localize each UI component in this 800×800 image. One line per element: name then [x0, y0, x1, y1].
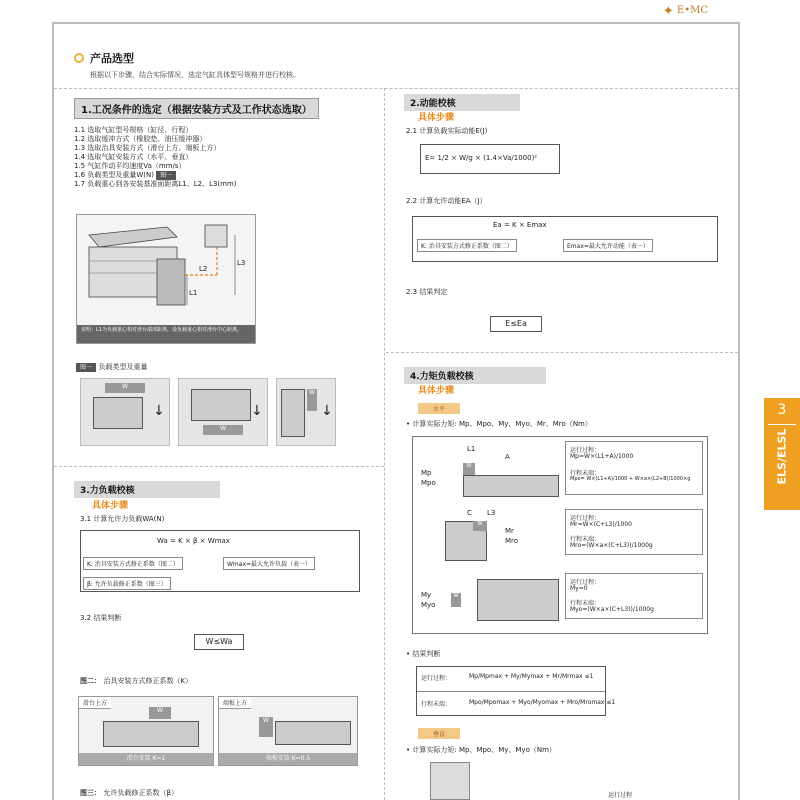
column-divider	[384, 88, 385, 800]
mp-cylinder	[463, 475, 559, 497]
section4-heading: 4.力矩负载校核	[404, 367, 546, 384]
section3-steps-title: 具体步骤	[92, 501, 129, 511]
my-end-formula: Myo=(W×a×(C+L3))/1000g	[570, 606, 654, 613]
mr-formula-box	[565, 509, 703, 555]
section1-heading: 1.工况条件的选定（根据安装方式及工作状态选取）	[74, 98, 319, 119]
fig2-left-caption: 滑台安装 K=1	[79, 753, 213, 765]
mr-c-label: C	[467, 509, 472, 517]
section4-steps-title: 具体步骤	[418, 386, 455, 396]
load-arrow-3-icon: ↓	[321, 403, 333, 419]
judge-title-text: 结果判断	[412, 650, 441, 658]
fig2-right-load: W	[259, 717, 273, 737]
diagram-label-l1: L1	[189, 289, 198, 297]
step-2-3: 2.3 结果判定	[406, 288, 448, 296]
judge-run-formula: Mp/Mpmax + My/Mymax + Mr/Mrmax ≤1	[469, 673, 594, 680]
horizontal-tag: 水平	[418, 403, 460, 414]
myo-label: Myo	[421, 601, 436, 609]
load-caption-text: 负载类型及重量	[98, 363, 148, 371]
fig2-tag: 图二：	[80, 677, 101, 685]
mr-load: W	[473, 521, 487, 531]
ea-result: E≤Ea	[490, 316, 542, 332]
wa-formula-box	[80, 530, 360, 592]
my-run-label: 运行过程：	[570, 579, 601, 586]
vertical-tag: 垂直	[418, 728, 460, 739]
moment-bullet-icon: •	[406, 420, 411, 428]
ea-emax-note: Emax=最大允许动能（表一）	[563, 239, 653, 252]
load-type-2	[178, 378, 268, 446]
section3-heading: 3.力负载校核	[74, 481, 220, 498]
section2-heading: 2.动能校核	[404, 94, 520, 111]
cylinder-diagram-svg	[77, 215, 257, 327]
my-end-label: 行程末端：	[570, 600, 601, 607]
vertical-run-note: 运行过程	[608, 792, 633, 799]
my-label: My	[421, 591, 432, 599]
fig2-right-caption: 端板安装 K=0.5	[219, 753, 357, 765]
diagram-note: 说明：L1为负载重心相对滑台端部距离，设负载重心相对滑台中心距离。	[77, 325, 255, 343]
my-formula-box	[565, 573, 703, 619]
judge-run-label: 运行过程：	[421, 675, 452, 682]
fig2-left-tag: 滑台上方	[79, 697, 111, 709]
mp-run-label: 运行过程：	[570, 447, 601, 454]
step-1-6	[74, 171, 237, 180]
chapter-label: ELS/ELSL	[775, 428, 789, 485]
fig2-left-load: W	[149, 707, 171, 719]
ea-k-note: K: 治具安装方式修正系数（图二）	[417, 239, 517, 252]
mp-a-label: A	[505, 453, 510, 461]
step-1-4: 1.4 选取气缸安装方式（水平、垂直）	[74, 153, 193, 161]
my-cylinder	[477, 579, 559, 621]
wa-formula: Wa = K × β × Wmax	[157, 537, 230, 545]
e-formula: E= 1/2 × W/g × (1.4×Va/1000)²	[420, 144, 560, 174]
load-cylinder-3	[281, 389, 305, 437]
page-title: 产品选型	[90, 52, 134, 65]
section1-steps	[74, 126, 237, 189]
mpo-label: Mpo	[421, 479, 436, 487]
mr-run-formula: Mr=W×(C+L3)/1000	[570, 521, 632, 528]
step-1-2: 1.2 选取缓冲方式（橡胶垫、油压缓冲器）	[74, 135, 207, 143]
mr-diagram	[417, 507, 563, 567]
wa-result: W≤Wa	[194, 634, 244, 650]
chapter-side-tab[interactable]	[764, 398, 800, 510]
mr-run-label: 运行过程：	[570, 515, 601, 522]
load-cylinder-2	[191, 389, 251, 421]
load-cylinder-1	[93, 397, 143, 429]
step-3-2: 3.2 结果判断	[80, 614, 122, 622]
judge-end-label: 行程末端：	[421, 701, 452, 708]
moment-calc-label-2: 计算实际力矩: Mp、Mpo、My、Myo（Nm）	[412, 746, 556, 754]
mr-end-label: 行程末端：	[570, 536, 601, 543]
fig3-tag: 图三：	[80, 789, 101, 797]
step-1-7: 1.7 负载重心到各安装基准面距离L1、L2、L3(mm)	[74, 180, 237, 188]
wa-wmax-note: Wmax=最大允许负载（表一）	[223, 557, 315, 570]
fig2-left-panel	[78, 696, 214, 766]
chapter-number: 3	[777, 402, 787, 418]
load-weight-label-3: W	[307, 389, 317, 411]
my-run-formula: My=0	[570, 585, 588, 592]
moment-bullet-2-icon: •	[406, 746, 411, 754]
frame-top-border	[52, 22, 740, 24]
fig2-right-cylinder	[275, 721, 351, 745]
mp-load: W	[463, 463, 475, 475]
frame-left-border	[52, 22, 54, 800]
diagram-label-l3: L3	[237, 259, 246, 267]
fig3-caption	[80, 788, 178, 798]
judge-end-formula: Mpo/Mpomax + Myo/Myomax + Mro/Mromax ≤1	[469, 699, 616, 706]
load-caption-tag: 图一	[76, 363, 96, 372]
load-type-3	[276, 378, 336, 446]
page-subtitle: 根据以下步骤，结合实际情况，选定气缸具体型号规格并进行校核。	[90, 71, 300, 79]
mp-end-formula: Mpo= W×(L1+A)/1000 + W×a×(L2+B)/1000×g	[570, 476, 691, 482]
step-1-6-text: 1.6 负载类型及重量W(N)	[74, 171, 154, 179]
mr-end-formula: Mro=(W×a×(C+L3))/1000g	[570, 542, 653, 549]
section-divider-right	[386, 352, 738, 353]
mr-label: Mr	[505, 527, 514, 535]
mp-formula-box	[565, 441, 703, 495]
cylinder-diagram	[76, 214, 256, 344]
fig2-right-tag: 端板上方	[219, 697, 251, 709]
mp-run-formula: Mp=W×(L1+A)/1000	[570, 453, 634, 460]
vertical-diagram	[430, 762, 470, 800]
section-divider-left	[54, 466, 384, 467]
ea-formula: Ea = K × Emax	[493, 221, 547, 229]
ea-formula-box	[412, 216, 718, 262]
frame-right-border	[738, 22, 740, 800]
load-type-1	[80, 378, 170, 446]
step-1-6-badge: 图一	[156, 171, 176, 180]
diagram-label-l2: L2	[199, 265, 208, 273]
my-diagram	[417, 573, 563, 629]
fig3-title: 允许负载修正系数（β）	[103, 789, 179, 797]
moment-calc-label: 计算实际力矩: Mp、Mpo、My、Myo、Mr、Mro（Nm）	[412, 420, 592, 428]
mr-l3-label: L3	[487, 509, 496, 517]
wa-k-note: K: 治具安装方式修正系数（图二）	[83, 557, 183, 570]
moment-panel	[412, 436, 708, 634]
step-2-1: 2.1 计算负载实际动能E(J)	[406, 127, 488, 135]
step-1-5: 1.5 气缸作动平均速度Va（mm/s）	[74, 162, 186, 170]
load-caption	[76, 362, 148, 372]
mp-label: Mp	[421, 469, 432, 477]
judge-bullet-icon: •	[406, 650, 411, 658]
logo-text: E•MC	[676, 5, 708, 16]
moment-calc-text	[406, 419, 592, 429]
step-1-3: 1.3 选取治具安装方式（滑台上方、端板上方）	[74, 144, 221, 152]
my-load: W	[451, 593, 461, 607]
step-2-2: 2.2 计算允许动能EA（J）	[406, 197, 487, 205]
load-weight-label-1: W	[105, 383, 145, 393]
mp-end-label: 行程末端：	[570, 470, 601, 477]
moment-calc-text-2	[406, 745, 556, 755]
load-arrow-1-icon: ↓	[153, 403, 165, 419]
mro-label: Mro	[505, 537, 519, 545]
fig2-title: 治具安装方式修正系数（K）	[103, 677, 193, 685]
judge-divider	[417, 691, 605, 692]
wa-beta-note: β: 允许负载修正系数（图三）	[83, 577, 171, 590]
step-1-1: 1.1 选取气缸型号规格（缸径、行程）	[74, 126, 193, 134]
section2-steps-title: 具体步骤	[418, 113, 455, 123]
mp-l1-label: L1	[467, 445, 476, 453]
fig2-right-panel	[218, 696, 358, 766]
title-bullet-icon	[74, 53, 84, 63]
judge-title	[406, 649, 440, 659]
header-divider	[54, 88, 738, 89]
mp-diagram	[417, 443, 563, 503]
judge-formula-box	[416, 666, 616, 716]
load-weight-label-2: W	[203, 425, 243, 435]
brand-logo	[663, 4, 708, 19]
fig2-caption	[80, 676, 192, 686]
fig2-left-cylinder	[103, 721, 199, 747]
load-arrow-2-icon: ↓	[251, 403, 263, 419]
side-tab-divider	[768, 424, 796, 425]
step-3-1: 3.1 计算允许力负载WA(N)	[80, 515, 165, 523]
logo-mark-icon: ✦	[662, 4, 674, 19]
